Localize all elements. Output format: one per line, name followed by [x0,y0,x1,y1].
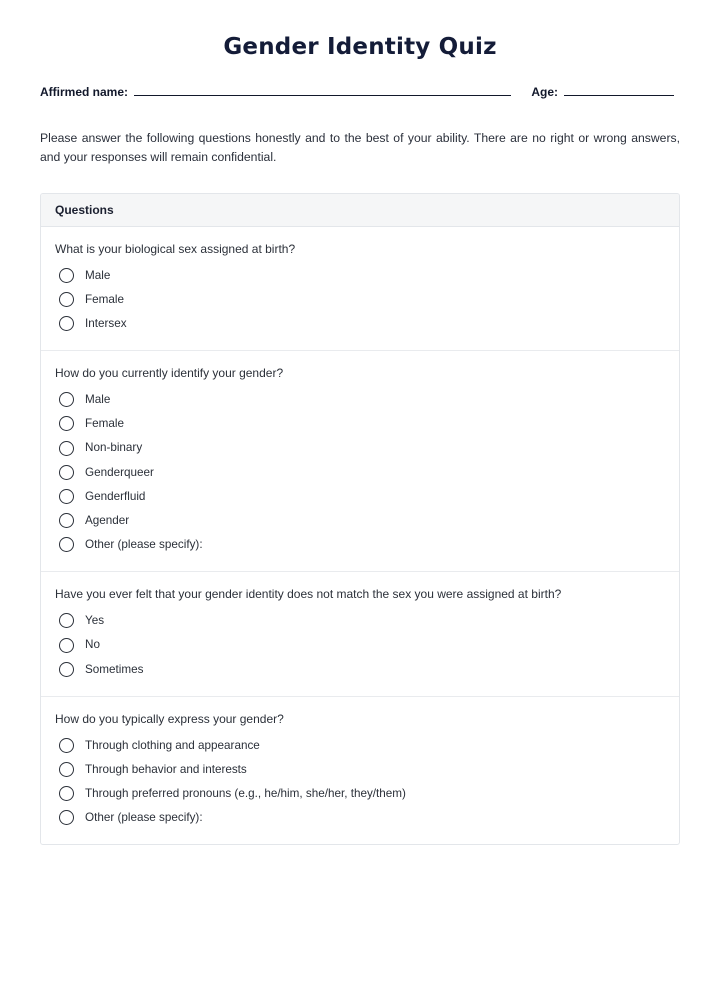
option-label: Through preferred pronouns (e.g., he/him, she/her, they/them) [85,787,406,801]
radio-icon[interactable] [59,392,74,407]
option-row[interactable] [59,465,665,480]
instructions-text: Please answer the following questions honestly and to the best of your ability. There are no right or wrong answers, and your responses will remain confidential. [40,131,680,164]
radio-icon[interactable] [59,316,74,331]
radio-icon[interactable] [59,489,74,504]
radio-icon[interactable] [59,441,74,456]
question-text: Have you ever felt that your gender identity does not match the sex you were assigned at birth? [55,587,562,602]
radio-icon[interactable] [59,465,74,480]
option-label: Agender [85,514,130,528]
question-text: How do you currently identify your gender? [55,366,284,381]
option-row[interactable] [59,810,665,825]
page-title: Gender Identity Quiz [223,34,497,60]
option-row[interactable] [59,268,665,283]
option-row[interactable] [59,613,665,628]
option-label: Non-binary [85,441,143,455]
radio-icon[interactable] [59,537,74,552]
option-row[interactable] [59,662,665,677]
option-label: Male [85,393,111,407]
radio-icon[interactable] [59,268,74,283]
question-block [41,572,679,696]
option-row[interactable] [59,513,665,528]
option-row[interactable] [59,786,665,801]
option-row[interactable] [59,416,665,431]
question-block [41,227,679,351]
questions-section-header: Questions [41,194,679,227]
option-row[interactable] [59,762,665,777]
affirmed-name-label: Affirmed name: [40,85,129,99]
option-label: Through behavior and interests [85,762,247,776]
questions-card [40,193,680,846]
option-row[interactable] [59,637,665,652]
option-row[interactable] [59,392,665,407]
radio-icon[interactable] [59,762,74,777]
question-text: How do you typically express your gender? [55,711,284,726]
radio-icon[interactable] [59,416,74,431]
option-row[interactable] [59,537,665,552]
option-row[interactable] [59,489,665,504]
radio-icon[interactable] [59,786,74,801]
option-label: Male [85,268,111,282]
question-block [41,697,679,845]
option-label: Through clothing and appearance [85,738,260,752]
option-row[interactable] [59,738,665,753]
option-label: Genderqueer [85,465,154,479]
option-row[interactable] [59,292,665,307]
radio-icon[interactable] [59,613,74,628]
option-label: Female [85,292,124,306]
option-label: No [85,638,100,652]
option-label: Genderfluid [85,489,146,503]
option-label: Other (please specify): [85,811,203,825]
option-row[interactable] [59,440,665,455]
radio-icon[interactable] [59,513,74,528]
radio-icon[interactable] [59,638,74,653]
option-label: Intersex [85,317,127,331]
option-label: Sometimes [85,662,144,676]
question-text: What is your biological sex assigned at birth? [55,241,296,256]
affirmed-name-input[interactable] [134,82,511,96]
question-block [41,351,679,572]
age-label: Age: [531,85,558,99]
option-label: Female [85,417,124,431]
radio-icon[interactable] [59,810,74,825]
radio-icon[interactable] [59,662,74,677]
option-label: Other (please specify): [85,538,203,552]
age-input[interactable] [564,82,674,96]
radio-icon[interactable] [59,292,74,307]
radio-icon[interactable] [59,738,74,753]
option-row[interactable] [59,316,665,331]
identity-fields-row [40,82,680,99]
option-label: Yes [85,614,105,628]
